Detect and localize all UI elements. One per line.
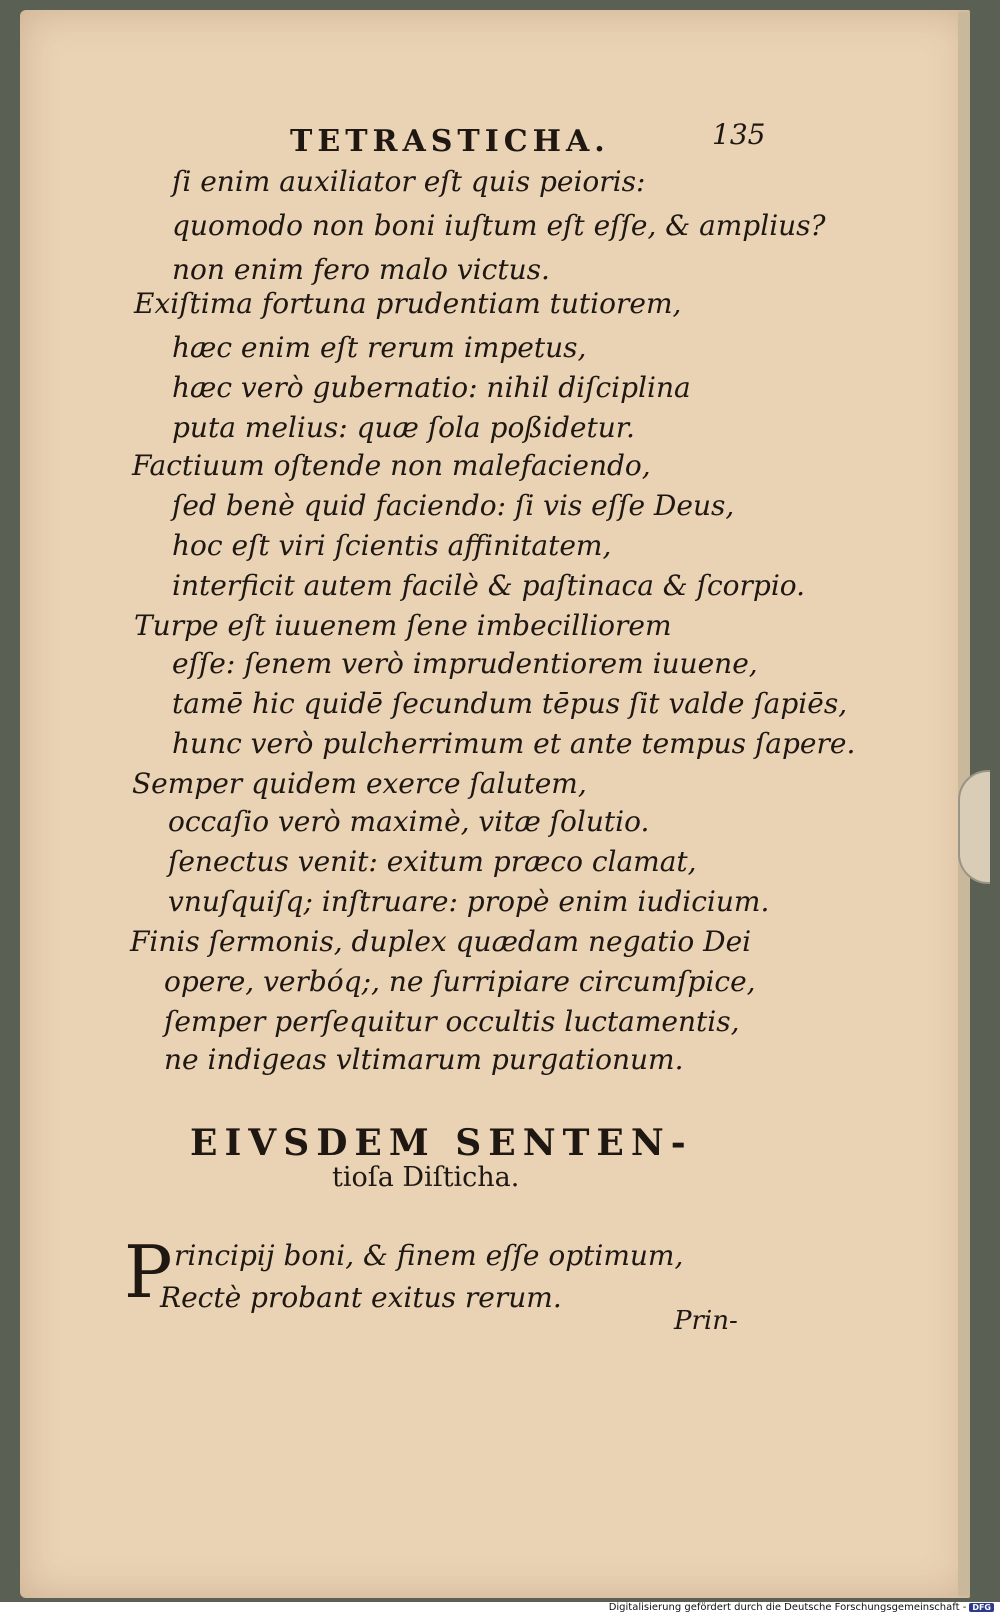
text-line: occaſio verò maximè, vitæ ſolutio.	[168, 805, 650, 838]
catchword: Prin-	[674, 1306, 738, 1336]
text-line: hæc verò gubernatio: nihil diſciplina	[172, 371, 691, 404]
text-line: opere, verbóq;, ne ſurripiare circumſpice,	[164, 965, 756, 998]
text-line: ſemper perſequitur occultis luctamentis,	[164, 1005, 740, 1038]
book-page	[20, 10, 970, 1598]
text-line: Exiſtima fortuna prudentiam tutiorem,	[134, 287, 682, 320]
section-subheading: tioſa Diſticha.	[332, 1162, 520, 1193]
distich-line: rincipij boni, & finem eſſe optimum,	[174, 1239, 684, 1272]
running-title: TETRASTICHA.	[290, 124, 610, 159]
text-line: ne indigeas vltimarum purgationum.	[164, 1043, 684, 1076]
text-line: interficit autem facilè & paſtinaca & ſcorpio.	[172, 569, 806, 602]
text-line: non enim fero malo victus.	[172, 253, 550, 286]
section-heading: EIVSDEM SENTEN-	[190, 1122, 693, 1164]
text-line: Factiuum oſtende non malefaciendo,	[132, 449, 651, 482]
text-line: Finis ſermonis, duplex quædam negatio Dei	[130, 925, 752, 958]
text-line: vnuſquiſq; inſtruare: propè enim iudicium.	[168, 885, 770, 918]
text-line: Semper quidem exerce ſalutem,	[132, 767, 587, 800]
text-line: ſed benè quid faciendo: ſi vis eſſe Deus,	[172, 489, 735, 522]
text-line: puta melius: quæ ſola poßidetur.	[172, 411, 635, 444]
drop-capital: P	[124, 1230, 173, 1314]
text-line: hæc enim eſt rerum impetus,	[172, 331, 587, 364]
text-line: hoc eſt viri ſcientis affinitatem,	[172, 529, 612, 562]
footer-text: Digitalisierung gefördert durch die Deutsche Forschungsgemeinschaft -	[608, 1602, 967, 1613]
paper-clip	[958, 770, 990, 884]
text-line: ſenectus venit: exitum præco clamat,	[168, 845, 697, 878]
text-line: tamē hic quidē ſecundum tēpus ſit valde ſapiēs,	[172, 687, 848, 720]
text-line: Turpe eſt iuuenem ſene imbecilliorem	[134, 609, 672, 642]
text-line: eſſe: ſenem verò imprudentiorem iuuene,	[172, 647, 758, 680]
text-line: ſi enim auxiliator eſt quis peioris:	[172, 165, 646, 198]
text-line: quomodo non boni iuſtum eſt eſſe, & amplius?	[172, 209, 826, 242]
text-line: hunc verò pulcherrimum et ante tempus ſapere.	[172, 727, 856, 760]
page-number: 135	[712, 118, 766, 151]
footer-credit	[609, 1602, 994, 1613]
distich-line: Rectè probant exitus rerum.	[160, 1281, 562, 1314]
dfg-logo: DFG	[969, 1603, 994, 1612]
